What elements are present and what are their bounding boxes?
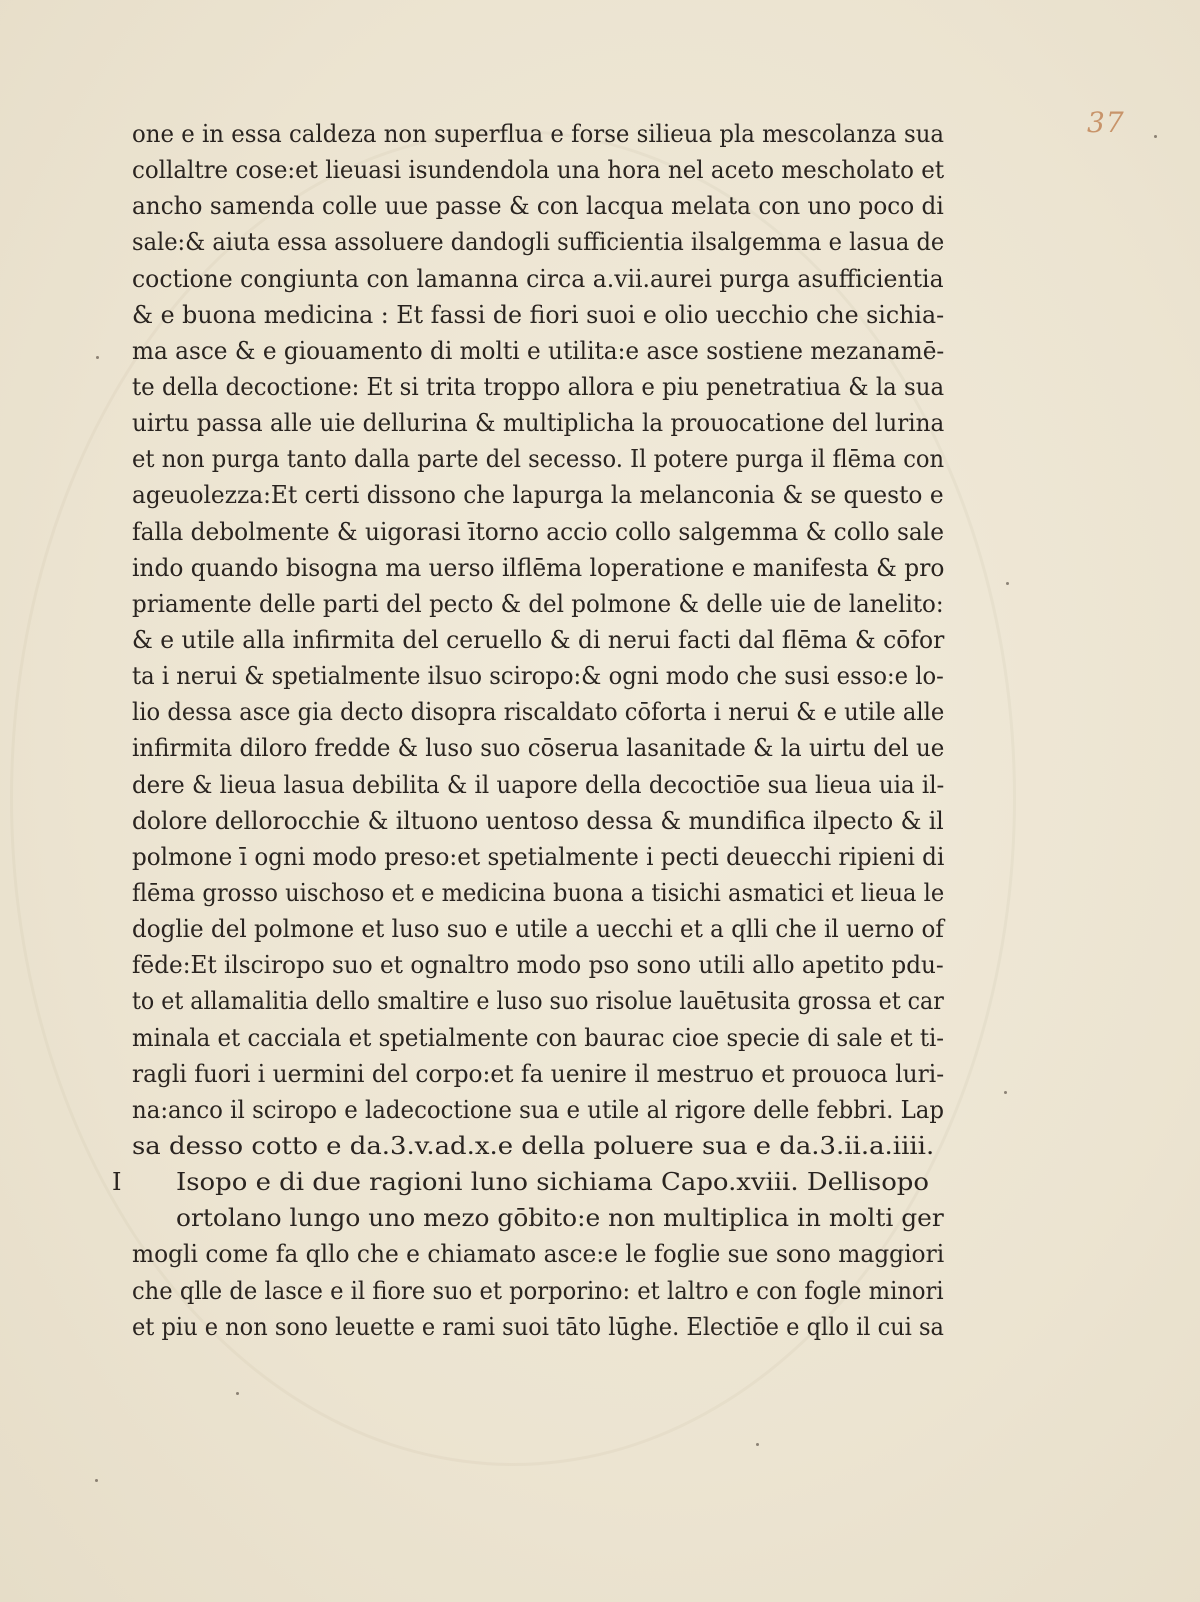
chapter-first-line: I Isopo e di due ragioni luno sichiama Capo.xviii. Dellisopo [132,1164,972,1200]
text-line: ta i nerui & spetialmente ilsuo sciropo:& ogni modo che susi esso:e lo- [132,662,944,691]
text-line: priamente delle parti del pecto & del polmone & delle uie de lanelito: [132,589,944,618]
text-line: dolore dellorocchie & iltuono uentoso dessa & mundifica ilpecto & il [132,806,944,835]
text-line: coctione congiunta con lamanna circa a.vii.aurei purga asufficientia [132,264,944,293]
text-line: minala et cacciala et spetialmente con baurac cioe specie di sale et ti- [132,1023,945,1052]
paper-speck [95,1479,98,1482]
text-line: flēma grosso uischoso et e medicina buona a tisichi asmatici et lieua le [132,878,945,907]
text-line: fēde:Et ilsciropo suo et ognaltro modo pso sono utili allo apetito pdu- [132,951,944,980]
text-line: & e utile alla infirmita del ceruello & di nerui facti dal flēma & cōfor [132,625,945,654]
text-line: uirtu passa alle uie dellurina & multiplicha la prouocatione del lurina [132,409,945,438]
text-line: collaltre cose:et lieuasi isundendola una hora nel aceto mescholato et [132,156,945,185]
text-line: one e in essa caldeza non superflua e forse silieua pla mescolanza sua [132,120,945,148]
text-block [112,116,972,1345]
text-line: ageuolezza:Et certi dissono che lapurga la melanconia & se questo e [132,481,944,510]
text-line: dere & lieua lasua debilita & il uapore della decoctiōe sua lieua uia il- [132,770,945,799]
text-line: ma asce & e giouamento di molti e utilita:e asce sostiene mezanamē- [132,336,945,365]
folio-number: 37 [1087,106,1125,139]
text-line: na:anco il sciropo e ladecoctione sua e utile al rigore delle febbri. Lap [132,1095,945,1124]
text-line: mogli come fa qllo che e chiamato asce:e le foglie sue sono maggiori [132,1240,945,1269]
text-line: falla debolmente & uigorasi ītorno accio collo salgemma & collo sale [132,517,944,546]
paper-speck [96,356,99,359]
text-line: infirmita diloro fredde & luso suo cōserua lasanitade & la uirtu del ue [132,734,945,763]
paper-speck [236,1392,239,1395]
text-line: che qlle de lasce e il fiore suo et porporino: et laltro e con fogle minori [132,1276,944,1305]
text-line: et non purga tanto dalla parte del secesso. Il potere purga il flēma con [132,445,945,474]
text-line: lio dessa asce gia decto disopra riscaldato cōforta i nerui & e utile alle [132,698,945,727]
text-line: & e buona medicina : Et fassi de fiori suoi e olio uecchio che sichia- [132,300,945,329]
text-line: ortolano lungo uno mezo gōbito:e non multiplica in molti ger [176,1204,944,1233]
paper-speck [1006,582,1009,585]
text-line: sale:& aiuta essa assoluere dandogli sufficientia ilsalgemma e lasua de [132,228,945,257]
text-line: te della decoctione: Et si trita troppo allora e piu penetratiua & la sua [132,372,945,401]
guide-letter: I [112,1168,122,1197]
text-line: ancho samenda colle uue passe & con lacqua melata con uno poco di [132,192,944,221]
paper-speck [756,1443,759,1446]
text-line: ragli fuori i uermini del corpo:et fa uenire il mestruo et prouoca luri- [132,1059,945,1088]
text-line: sa desso cotto e da.3.v.ad.x.e della poluere sua e da.3.ii.a.iiii. [132,1131,935,1160]
paper-speck [1154,135,1157,138]
text-line: doglie del polmone et luso suo e utile a uecchi et a qlli che il uerno of [132,915,944,944]
text-line: indo quando bisogna ma uerso ilflēma loperatione e manifesta & pro [132,553,945,582]
text-line: to et allamalitia dello smaltire e luso suo risolue lauētusita grossa et car [132,987,944,1016]
paper-speck [1004,1091,1007,1094]
text-line: et piu e non sono leuette e rami suoi tāto lūghe. Electiōe e qllo il cui sa [132,1312,944,1341]
text-line: polmone ī ogni modo preso:et spetialmente i pecti deuecchi ripieni di [132,842,945,871]
